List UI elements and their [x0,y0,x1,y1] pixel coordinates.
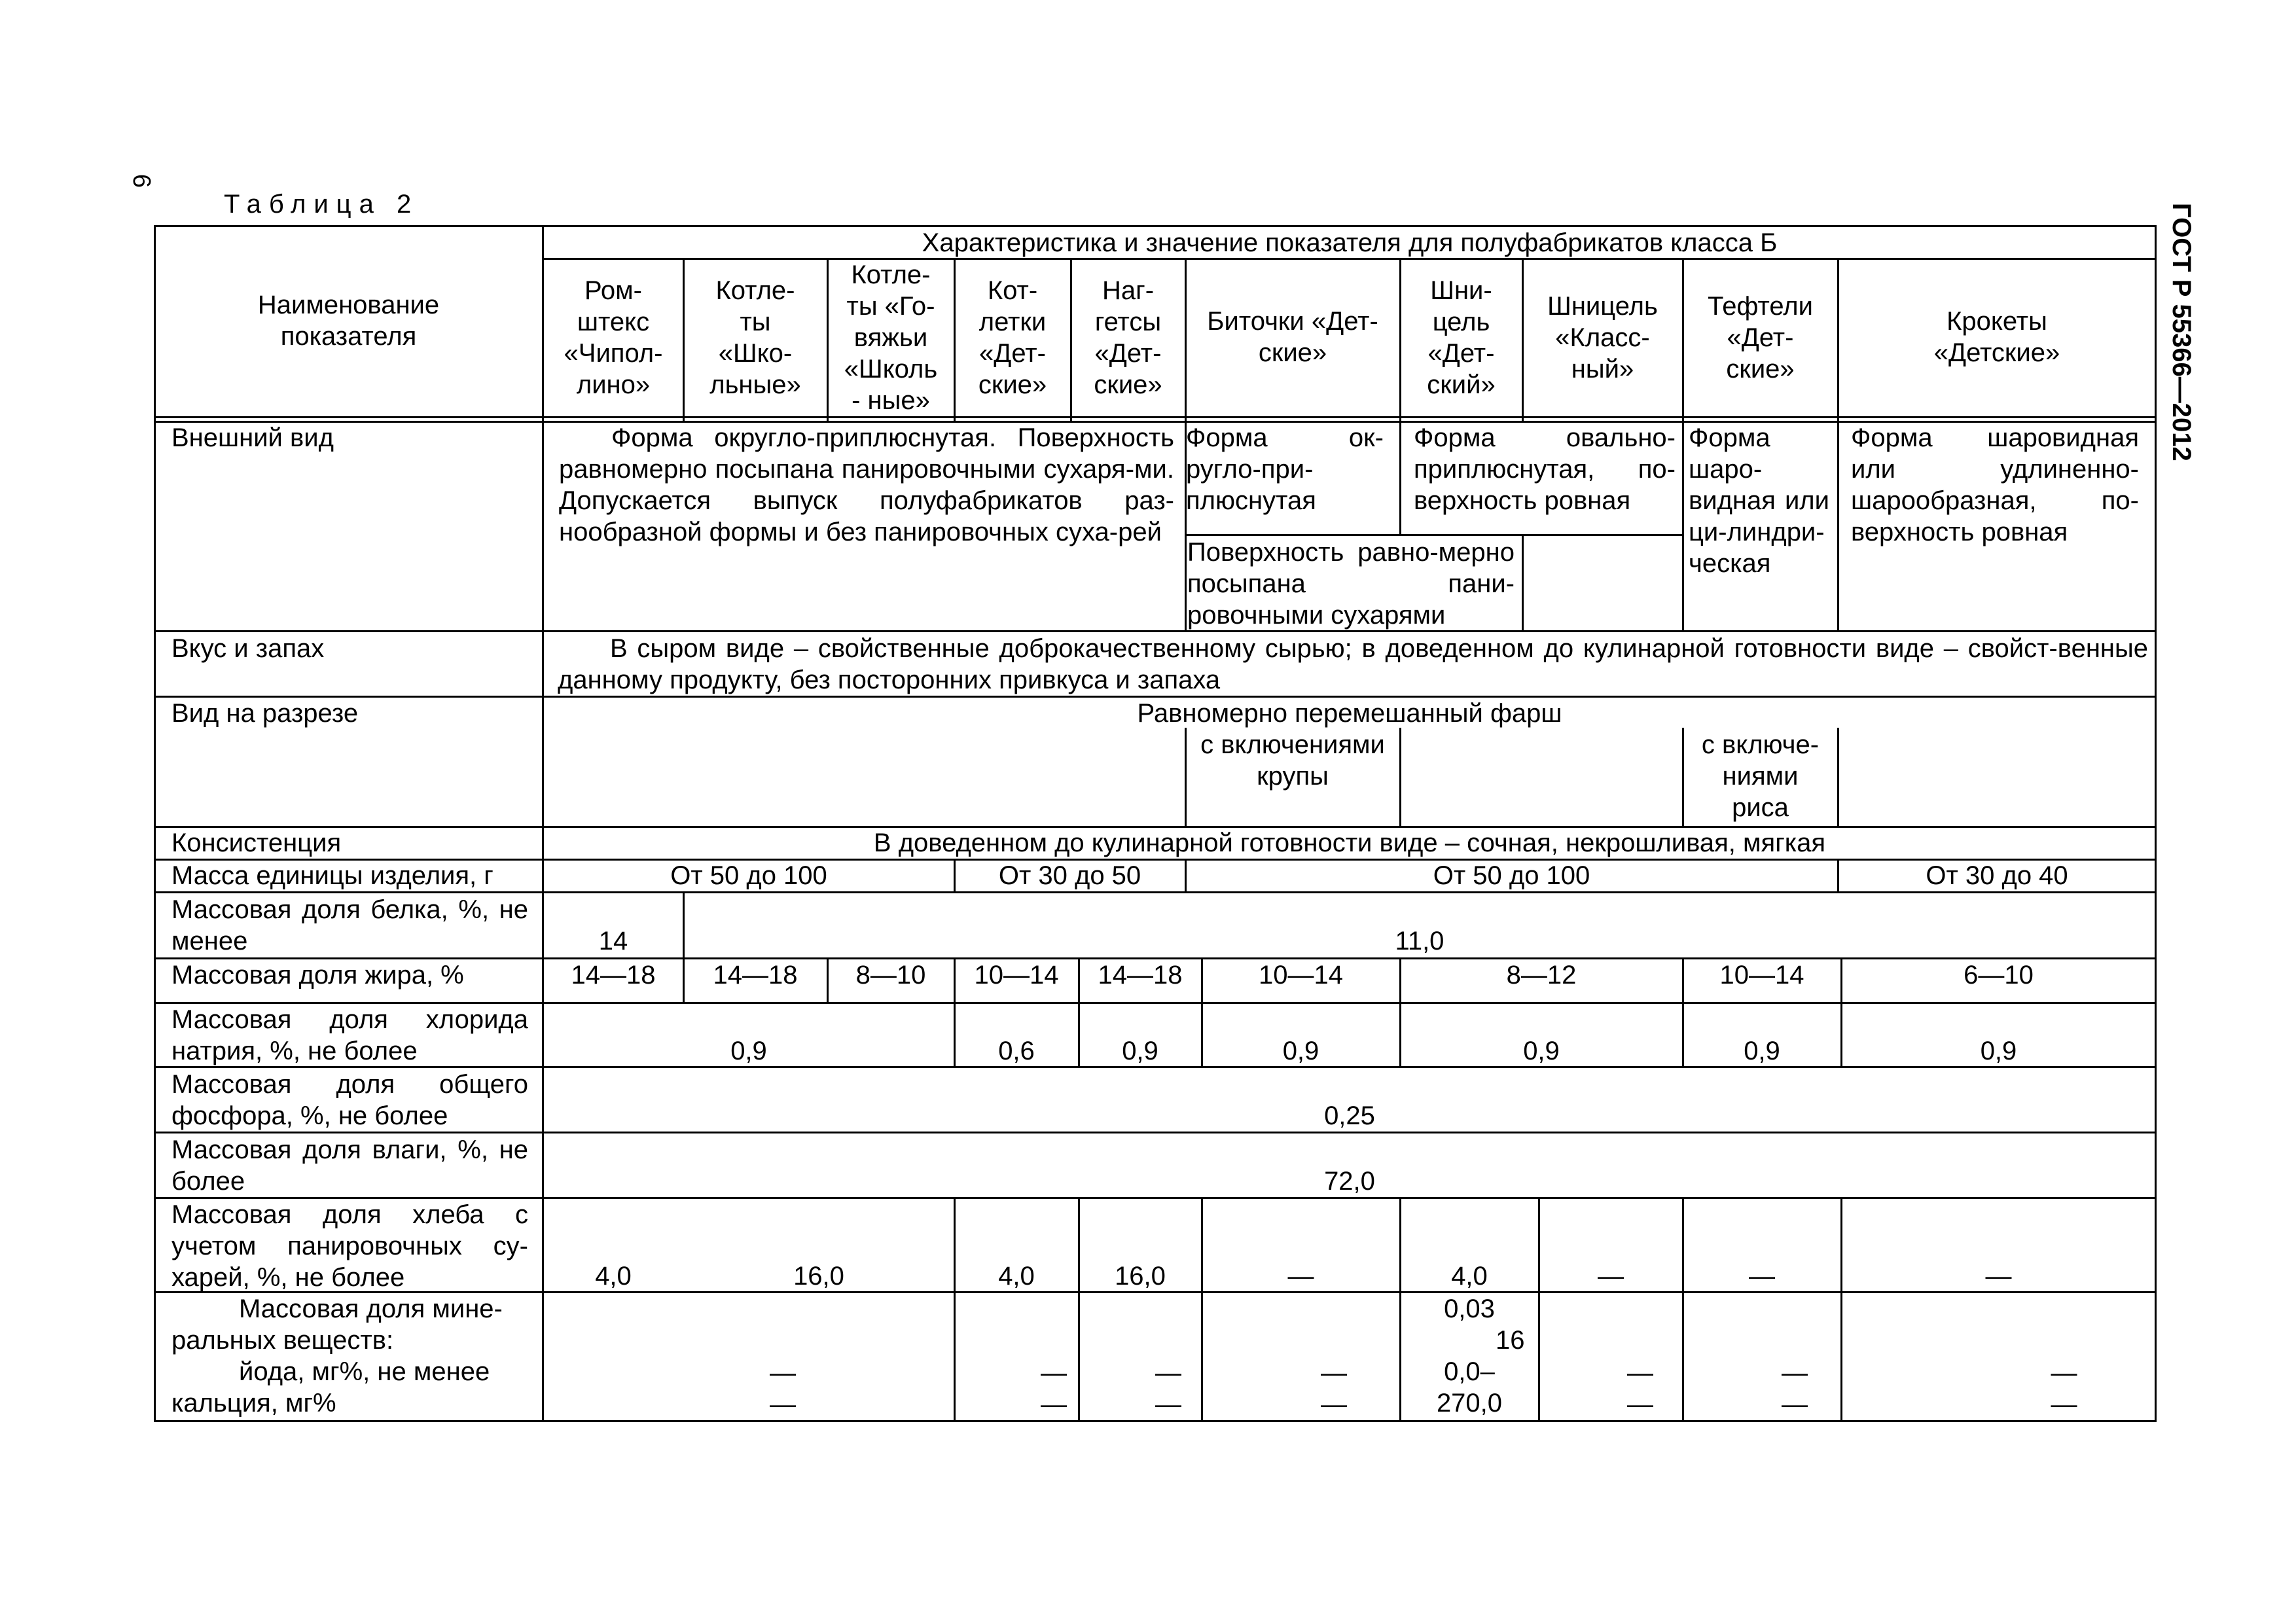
calcium-value: — [2051,1390,2077,1419]
row-label-minerals-1: Массовая доля мине- [239,1294,503,1323]
appearance-text-a: Форма округло-приплюснутая. Поверхность равномерно посыпана панировочными сухаря-ми. Допускается выпуск полуфабрикатов раз-нообразной формы и без панировочных суха-рей [559,423,1174,546]
fat-value: 10—14 [974,961,1059,990]
iodine-value: — [2051,1359,2077,1387]
iodine-value: — [1782,1359,1808,1387]
consistency-text: В доведенном до кулинарной готовности виде – сочная, некрошливая, мягкая [873,829,1826,857]
row-label-cut: Вид на разрезе [171,699,359,728]
cut-text: Равномерно перемешанный фарш [1137,699,1562,728]
bread-value: 16,0 [1115,1262,1166,1291]
calcium-value: — [770,1390,796,1419]
cut-cereal: с включениями крупы [1200,730,1385,791]
table-caption: Таблица 2 [224,190,420,219]
appearance-text-b: Форма ок-ругло-при-плюснутая [1186,423,1384,515]
header-product-bitochki: Биточки «Дет- ские» [1207,307,1378,367]
row-label-calcium: кальция, мг% [171,1389,336,1418]
salt-value: 0,9 [730,1037,767,1065]
iodine-value: — [1321,1359,1347,1387]
row-label-salt: Массовая доля хлорида натрия, %, не более [171,1005,528,1065]
salt-value: 0,9 [1744,1037,1780,1065]
row-label-bread: Массовая доля хлеба с учетом панировочных су-харей, %, не более [171,1200,528,1292]
calcium-value: — [1155,1390,1181,1419]
row-label-mass: Масса единицы изделия, г [171,861,493,890]
calcium-value: — [1041,1390,1067,1419]
row-label-moisture: Массовая доля влаги, %, не более [171,1135,528,1196]
phosphorus-value: 0,25 [1324,1101,1375,1130]
protein-value-2: 11,0 [1395,927,1444,955]
row-label-fat: Массовая доля жира, % [171,961,464,990]
bread-value: — [1287,1262,1314,1291]
schnitzel-mineral-c: 0,0– [1444,1357,1495,1386]
calcium-value: — [1782,1390,1808,1419]
iodine-value: — [1155,1359,1181,1387]
header-product-nuggets: Наг- гетсы «Дет- ские» [1094,276,1162,399]
header-product-croquettes: Крокеты «Детские» [1933,307,2060,367]
schnitzel-mineral-a: 0,03 [1444,1294,1495,1323]
fat-value: 10—14 [1259,961,1343,990]
header-product-kids-cutlets: Кот- летки «Дет- ские» [978,276,1047,399]
protein-value-1: 14 [598,927,628,955]
fat-value: 6—10 [1964,961,2034,990]
fat-value: 14—18 [713,961,798,990]
salt-value: 0,6 [998,1037,1035,1065]
bread-value: 4,0 [1451,1262,1488,1291]
bread-value: 4,0 [595,1262,632,1291]
document-code: ГОСТ Р 55366—2012 [2167,203,2196,461]
bread-value: 16,0 [793,1262,844,1291]
row-label-phosphorus: Массовая доля общего фосфора, %, не более [171,1070,528,1130]
iodine-value: — [770,1359,796,1387]
appearance-text-f: Форма шаровидная или удлиненно-шарообразная, по-верхность ровная [1851,423,2139,546]
fat-value: 14—18 [1098,961,1183,990]
row-label-taste: Вкус и запах [171,634,325,663]
iodine-value: — [1041,1359,1067,1387]
appearance-text-c: Форма овально-приплюснутая, по-верхность ровная [1414,423,1676,515]
salt-value: 0,9 [1523,1037,1560,1065]
taste-text: В сыром виде – свойственные доброкачественному сырью; в доведенном до кулинарной готовности виде – свойст-венные данному продукту, без посторонних привкуса и запаха [558,634,2148,694]
schnitzel-mineral-d: 270,0 [1436,1389,1503,1418]
fat-value: 8—12 [1506,961,1577,990]
fat-value: 14—18 [571,961,656,990]
header-product-rumpsteak: Ром- штекс «Чипол- лино» [564,276,663,399]
row-label-consistency: Консистенция [171,829,342,857]
header-product-school-cutlets: Котле- ты «Шко- льные» [709,276,801,399]
header-product-meatballs: Тефтели «Дет- ские» [1708,292,1813,383]
salt-value: 0,9 [1282,1037,1319,1065]
cut-rice: с включе- ниями риса [1701,730,1820,822]
iodine-value: — [1627,1359,1653,1387]
row-label-protein: Массовая доля белка, %, не менее [171,895,528,955]
mass-value-1: От 50 до 100 [670,861,827,890]
header-product-beef-cutlets: Котле- ты «Го- вяжьи «Школь - ные» [844,260,938,415]
header-product-classic-schnitzel: Шницель «Класс- ный» [1547,292,1658,383]
appearance-text-d: Поверхность равно-мерно посыпана пани-ровочными сухарями [1187,538,1515,630]
page-number: 6 [128,173,156,188]
mass-value-4: От 30 до 40 [1926,861,2068,890]
row-label-minerals-2: ральных веществ: [171,1326,394,1355]
fat-value: 10—14 [1719,961,1804,990]
fat-value: 8—10 [855,961,926,990]
appearance-text-e: Форма шаро-видная или ци-линдри-ческая [1689,423,1829,578]
calcium-value: — [1321,1390,1347,1419]
moisture-value: 72,0 [1324,1167,1375,1196]
header-group-title: Характеристика и значение показателя для полуфабрикатов класса Б [922,228,1778,257]
salt-value: 0,9 [1122,1037,1158,1065]
bread-value: 4,0 [998,1262,1035,1291]
header-product-kids-schnitzel: Шни- цель «Дет- ский» [1427,276,1496,399]
mass-value-2: От 30 до 50 [998,861,1141,890]
calcium-value: — [1627,1390,1653,1419]
mass-value-3: От 50 до 100 [1433,861,1590,890]
salt-value: 0,9 [1980,1037,2017,1065]
header-indicator-name: Наименование показателя [257,291,440,351]
bread-value: — [1749,1262,1775,1291]
schnitzel-mineral-b: 16 [1496,1326,1525,1355]
row-label-appearance: Внешний вид [171,423,334,452]
bread-value: — [1598,1262,1624,1291]
bread-value: — [1985,1262,2012,1291]
row-label-iodine: йода, мг%, не менее [239,1357,490,1386]
